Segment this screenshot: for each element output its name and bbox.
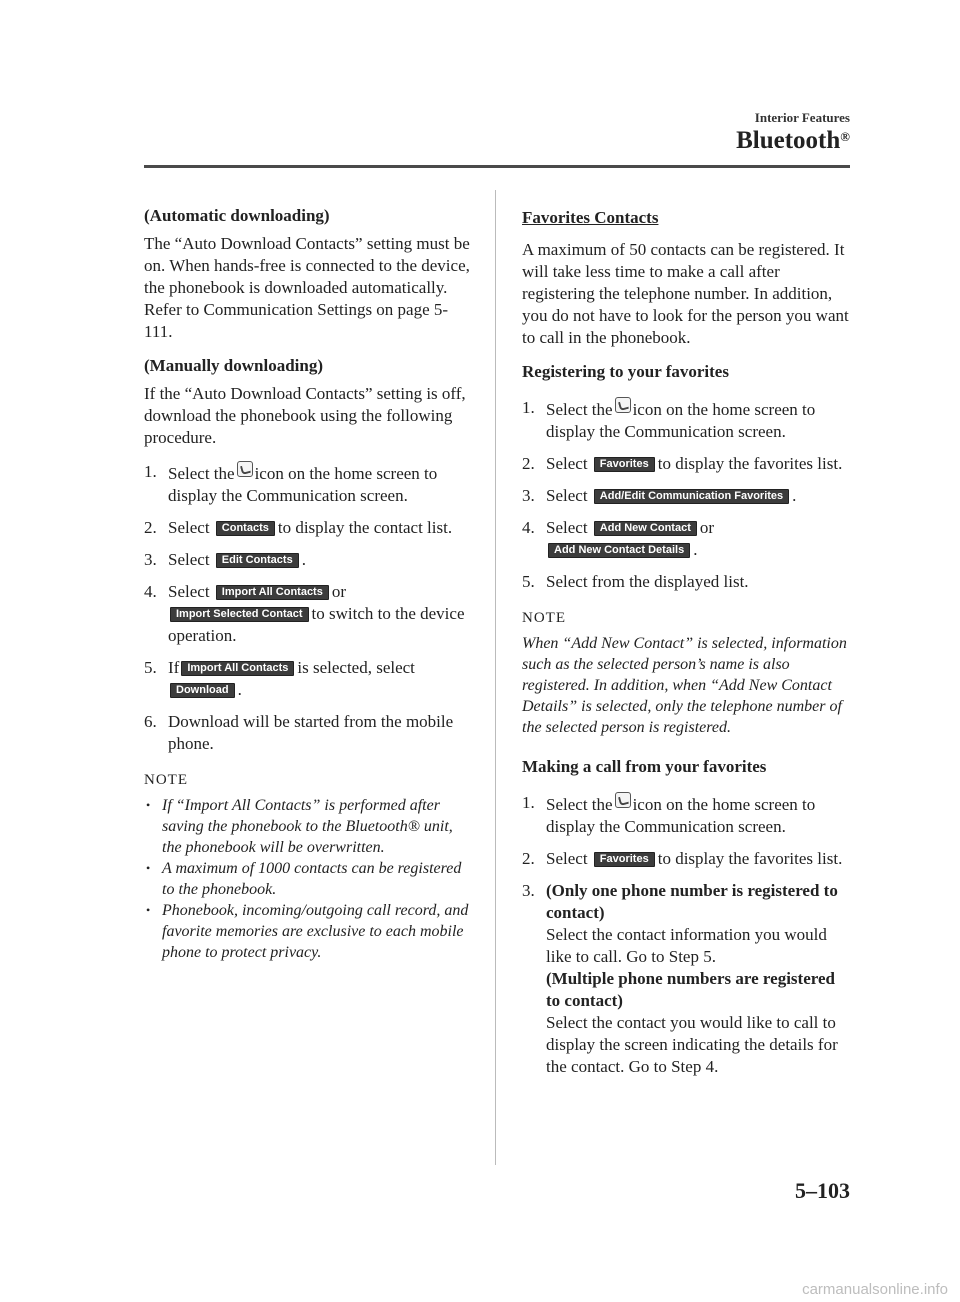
step-5: 5. If Import All Contacts is selected, select Download . [144, 658, 415, 699]
import-all-contacts-button-2[interactable]: Import All Contacts [181, 661, 294, 676]
call-step-3: 3. (Only one phone number is registered to contact) Select the contact information you would like to call. Go to Step 5. (Multiple phone numbers are registered to contact) Select the contact you would like to call to display the screen indicating the details for the contact. Go to Step 4. [522, 880, 852, 1078]
favorites-button[interactable]: Favorites [594, 457, 655, 472]
add-new-contact-details-button[interactable]: Add New Contact Details [548, 543, 690, 558]
step-1: 1. Select the icon on the home screen to display the Communication screen. [144, 462, 438, 505]
reg-step-2: 2. Select Favorites to display the favorites list. [522, 454, 843, 473]
import-selected-contact-button[interactable]: Import Selected Contact [170, 607, 309, 622]
call-step-1: 1. Select the icon on the home screen to display the Communication screen. [522, 793, 816, 836]
page-number: 5–103 [795, 1178, 850, 1203]
favorites-contacts-heading: Favorites Contacts [522, 208, 659, 227]
header-rule [144, 165, 850, 168]
step-4: 4. Select Import All Contacts or Import Selected Contact to switch to the device operation. [144, 582, 465, 645]
manual-download-text: If the “Auto Download Contacts” setting is off, download the phonebook using the following procedure. [144, 384, 466, 447]
favorites-contacts-text: A maximum of 50 contacts can be registered. It will take less time to make a call after registering the telephone number. In addition, you do not have to look for the person you want to call in the phonebook. [522, 240, 849, 347]
note-item: • A maximum of 1000 contacts can be registered to the phonebook. [144, 858, 474, 900]
multiple-numbers-text: Select the contact you would like to call to display the screen indicating the details for the contact. Go to Step 4. [546, 1013, 838, 1076]
auto-download-text: The “Auto Download Contacts” setting must be on. When hands-free is connected to the device, the phonebook is downloaded automatically. [144, 234, 470, 297]
import-all-contacts-button[interactable]: Import All Contacts [216, 585, 329, 600]
note-list [144, 795, 474, 963]
note-text-right: When “Add New Contact” is selected, information such as the selected person’s name is also registered. In addition, when “Add New Contact Details” is selected, only the telephone number of the selected person is registered. [522, 635, 847, 736]
header-title: Bluetooth® [736, 127, 850, 154]
note-heading: NOTE [144, 772, 188, 788]
reg-step-1: 1. Select the icon on the home screen to display the Communication screen. [522, 398, 816, 441]
phone-icon [615, 397, 631, 413]
auto-download-heading: (Automatic downloading) [144, 206, 330, 225]
step-2: 2. Select Contacts to display the contact list. [144, 518, 453, 537]
watermark: carmanualsonline.info [802, 1281, 948, 1298]
multiple-numbers-heading: (Multiple phone numbers are registered to contact) [546, 969, 835, 1010]
header-section: Interior Features [754, 110, 850, 125]
step-3: 3. Select Edit Contacts . [144, 550, 306, 569]
single-number-heading: (Only one phone number is registered to contact) [546, 881, 838, 922]
reg-step-4: 4. Select Add New Contact or Add New Contact Details . [522, 518, 715, 559]
edit-contacts-button[interactable]: Edit Contacts [216, 553, 299, 568]
note-item: • Phonebook, incoming/outgoing call record, and favorite memories are exclusive to each mobile phone to protect privacy. [144, 900, 474, 963]
registered-mark: ® [840, 129, 850, 144]
download-button[interactable]: Download [170, 683, 235, 698]
right-column [522, 207, 852, 1088]
note-heading-right: NOTE [522, 610, 566, 626]
auto-download-ref: Refer to Communication Settings on page 5-111. [144, 300, 449, 341]
contacts-button[interactable]: Contacts [216, 521, 275, 536]
add-new-contact-button[interactable]: Add New Contact [594, 521, 697, 536]
call-step-2: 2. Select Favorites to display the favorites list. [522, 849, 843, 868]
manual-download-heading: (Manually downloading) [144, 356, 324, 375]
reg-step-3: 3. Select Add/Edit Communication Favorites . [522, 486, 797, 505]
step-6: 6. Download will be started from the mobile phone. [144, 712, 454, 753]
left-column [144, 205, 474, 963]
reg-step-5: 5. Select from the displayed list. [522, 572, 749, 591]
add-edit-favorites-button[interactable]: Add/Edit Communication Favorites [594, 489, 789, 504]
note-item: • If “Import All Contacts” is performed after saving the phonebook to the Bluetooth® unit, the phonebook will be overwritten. [144, 795, 474, 858]
phone-icon [237, 461, 253, 477]
making-call-heading: Making a call from your favorites [522, 757, 767, 776]
favorites-button-2[interactable]: Favorites [594, 852, 655, 867]
phone-icon [615, 792, 631, 808]
column-divider [495, 190, 496, 1165]
single-number-text: Select the contact information you would like to call. Go to Step 5. [546, 925, 827, 966]
registering-heading: Registering to your favorites [522, 362, 729, 381]
